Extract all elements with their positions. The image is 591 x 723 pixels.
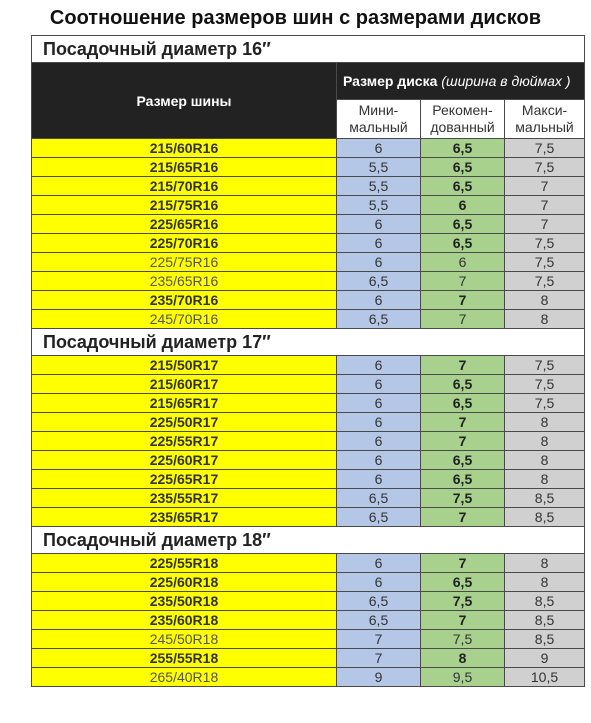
recommended-header[interactable] [421, 100, 505, 139]
recommended-width-cell[interactable]: 6,5 [421, 470, 505, 489]
max-width-cell[interactable]: 8 [505, 432, 585, 451]
max-width-cell[interactable]: 7,5 [505, 272, 585, 291]
page-title: Соотношение размеров шин с размерами дисков [49, 7, 542, 29]
table-row [32, 310, 585, 329]
max-width-cell[interactable]: 7,5 [505, 375, 585, 394]
max-width-cell[interactable]: 7,5 [505, 139, 585, 158]
recommended-width-cell[interactable]: 6,5 [421, 234, 505, 253]
recommended-width-cell[interactable]: 6,5 [421, 215, 505, 234]
recommended-width-cell[interactable]: 9,5 [421, 668, 505, 687]
min-width-cell[interactable]: 6 [337, 432, 421, 451]
max-width-cell[interactable]: 8 [505, 413, 585, 432]
table-row [32, 291, 585, 310]
recommended-width-cell[interactable]: 6 [421, 196, 505, 215]
max-width-cell[interactable]: 8,5 [505, 489, 585, 508]
recommended-width-cell[interactable]: 6,5 [421, 177, 505, 196]
min-header-line2: мальный [349, 119, 408, 135]
max-width-cell[interactable]: 8,5 [505, 630, 585, 649]
tire-size-cell[interactable]: 255/55R18 [32, 649, 337, 668]
min-header[interactable] [337, 100, 421, 139]
section-header [32, 527, 585, 554]
recommended-width-cell[interactable]: 7 [421, 432, 505, 451]
max-width-cell[interactable]: 8 [505, 554, 585, 573]
max-header-line1: Макси- [521, 102, 568, 118]
max-width-cell[interactable]: 8 [505, 573, 585, 592]
min-width-cell[interactable]: 6 [337, 413, 421, 432]
tire-size-cell[interactable]: 225/50R17 [32, 413, 337, 432]
recommended-width-cell[interactable]: 6 [421, 253, 505, 272]
tire-size-cell[interactable]: 215/70R16 [32, 177, 337, 196]
tire-size-cell[interactable]: 215/60R16 [32, 139, 337, 158]
recommended-width-cell[interactable]: 7 [421, 554, 505, 573]
recommended-width-cell[interactable]: 7 [421, 413, 505, 432]
min-width-cell[interactable]: 6,5 [337, 508, 421, 527]
recommended-width-cell[interactable]: 7 [421, 356, 505, 375]
section-header-16 [32, 36, 585, 63]
recommended-width-cell[interactable]: 8 [421, 649, 505, 668]
table-row [32, 489, 585, 508]
header-row-top [32, 63, 585, 100]
tire-size-cell[interactable]: 235/65R16 [32, 272, 337, 291]
tire-size-cell[interactable]: 215/50R17 [32, 356, 337, 375]
recommended-width-cell[interactable]: 6,5 [421, 375, 505, 394]
recommended-width-cell[interactable]: 7 [421, 310, 505, 329]
min-width-cell[interactable]: 6 [337, 291, 421, 310]
rec-header-line1: Рекомен- [432, 102, 493, 118]
section-title[interactable]: Посадочный диаметр 18″ [32, 527, 585, 554]
table-row [32, 573, 585, 592]
tire-size-cell[interactable]: 215/75R16 [32, 196, 337, 215]
max-width-cell[interactable]: 8,5 [505, 592, 585, 611]
rim-size-header[interactable] [337, 63, 585, 100]
table-row [32, 630, 585, 649]
table-row [32, 139, 585, 158]
max-width-cell[interactable]: 7,5 [505, 234, 585, 253]
max-width-cell[interactable]: 7 [505, 177, 585, 196]
min-width-cell[interactable]: 5,5 [337, 158, 421, 177]
recommended-width-cell[interactable]: 7,5 [421, 489, 505, 508]
tire-size-cell[interactable]: 225/65R16 [32, 215, 337, 234]
tire-size-cell[interactable]: 235/60R18 [32, 611, 337, 630]
table-row [32, 234, 585, 253]
table-row [32, 554, 585, 573]
rim-unit-label: (ширина в дюймах ) [441, 73, 571, 89]
min-width-cell[interactable]: 5,5 [337, 177, 421, 196]
table-row [32, 649, 585, 668]
max-width-cell[interactable]: 7 [505, 196, 585, 215]
tire-size-cell[interactable]: 245/50R18 [32, 630, 337, 649]
tire-size-cell[interactable]: 225/55R18 [32, 554, 337, 573]
table-row [32, 508, 585, 527]
max-width-cell[interactable]: 8 [505, 451, 585, 470]
min-width-cell[interactable]: 6 [337, 573, 421, 592]
tire-rim-table [31, 35, 585, 687]
tire-size-cell[interactable]: 235/65R17 [32, 508, 337, 527]
section-header [32, 329, 585, 356]
max-width-cell[interactable]: 8 [505, 310, 585, 329]
table-row [32, 215, 585, 234]
recommended-width-cell[interactable]: 7,5 [421, 630, 505, 649]
table-row [32, 451, 585, 470]
tire-size-cell[interactable]: 215/60R17 [32, 375, 337, 394]
min-width-cell[interactable]: 7 [337, 649, 421, 668]
recommended-width-cell[interactable]: 6,5 [421, 158, 505, 177]
table-row [32, 592, 585, 611]
min-width-cell[interactable]: 6 [337, 139, 421, 158]
max-width-cell[interactable]: 8,5 [505, 508, 585, 527]
recommended-width-cell[interactable]: 7,5 [421, 592, 505, 611]
min-width-cell[interactable]: 6,5 [337, 310, 421, 329]
table-row [32, 668, 585, 687]
table-row [32, 394, 585, 413]
table-row [32, 413, 585, 432]
max-width-cell[interactable]: 8 [505, 291, 585, 310]
section-title[interactable]: Посадочный диаметр 17″ [32, 329, 585, 356]
tire-size-cell[interactable]: 235/55R17 [32, 489, 337, 508]
min-width-cell[interactable]: 6 [337, 375, 421, 394]
table-row [32, 272, 585, 291]
tire-size-cell[interactable]: 215/65R17 [32, 394, 337, 413]
min-width-cell[interactable]: 5,5 [337, 196, 421, 215]
min-width-cell[interactable]: 6 [337, 451, 421, 470]
table-row [32, 356, 585, 375]
max-header[interactable] [505, 100, 585, 139]
tire-size-cell[interactable]: 225/55R17 [32, 432, 337, 451]
table-row [32, 196, 585, 215]
min-width-cell[interactable]: 6 [337, 470, 421, 489]
rim-size-label: Размер диска [343, 73, 438, 89]
table-row [32, 432, 585, 451]
max-width-cell[interactable]: 7,5 [505, 356, 585, 375]
table-row [32, 611, 585, 630]
tire-size-cell[interactable]: 245/70R16 [32, 310, 337, 329]
tire-size-cell[interactable]: 225/65R17 [32, 470, 337, 489]
table-row [32, 375, 585, 394]
max-width-cell[interactable]: 9 [505, 649, 585, 668]
min-width-cell[interactable]: 6,5 [337, 611, 421, 630]
max-width-cell[interactable]: 8 [505, 470, 585, 489]
tire-size-header[interactable]: Размер шины [32, 63, 337, 139]
min-width-cell[interactable]: 6 [337, 234, 421, 253]
min-width-cell[interactable]: 7 [337, 630, 421, 649]
max-width-cell[interactable]: 7,5 [505, 158, 585, 177]
max-width-cell[interactable]: 8,5 [505, 611, 585, 630]
tire-size-cell[interactable]: 225/70R16 [32, 234, 337, 253]
recommended-width-cell[interactable]: 7 [421, 508, 505, 527]
tire-size-cell[interactable]: 215/65R16 [32, 158, 337, 177]
table-row [32, 177, 585, 196]
recommended-width-cell[interactable]: 6,5 [421, 451, 505, 470]
tire-size-cell[interactable]: 265/40R18 [32, 668, 337, 687]
max-header-line2: мальный [515, 119, 574, 135]
tire-size-cell[interactable]: 235/50R18 [32, 592, 337, 611]
tire-size-cell[interactable]: 225/60R18 [32, 573, 337, 592]
min-width-cell[interactable]: 6 [337, 215, 421, 234]
recommended-width-cell[interactable]: 6,5 [421, 394, 505, 413]
table-row [32, 253, 585, 272]
min-width-cell[interactable]: 6,5 [337, 272, 421, 291]
min-width-cell[interactable]: 6,5 [337, 489, 421, 508]
max-width-cell[interactable]: 10,5 [505, 668, 585, 687]
table-row [32, 470, 585, 489]
max-width-cell[interactable]: 7 [505, 215, 585, 234]
recommended-width-cell[interactable]: 7 [421, 291, 505, 310]
min-width-cell[interactable]: 6,5 [337, 592, 421, 611]
recommended-width-cell[interactable]: 7 [421, 272, 505, 291]
section-title[interactable]: Посадочный диаметр 16″ [32, 36, 585, 63]
min-width-cell[interactable]: 6 [337, 394, 421, 413]
recommended-width-cell[interactable]: 6,5 [421, 139, 505, 158]
recommended-width-cell[interactable]: 6,5 [421, 573, 505, 592]
min-width-cell[interactable]: 6 [337, 554, 421, 573]
max-width-cell[interactable]: 7,5 [505, 394, 585, 413]
tire-size-cell[interactable]: 225/60R17 [32, 451, 337, 470]
min-header-line1: Мини- [358, 102, 399, 118]
recommended-width-cell[interactable]: 7 [421, 611, 505, 630]
min-width-cell[interactable]: 9 [337, 668, 421, 687]
rec-header-line2: дованный [430, 119, 495, 135]
tire-size-cell[interactable]: 225/75R16 [32, 253, 337, 272]
min-width-cell[interactable]: 6 [337, 253, 421, 272]
tire-size-cell[interactable]: 235/70R16 [32, 291, 337, 310]
min-width-cell[interactable]: 6 [337, 356, 421, 375]
table-row [32, 158, 585, 177]
max-width-cell[interactable]: 7,5 [505, 253, 585, 272]
